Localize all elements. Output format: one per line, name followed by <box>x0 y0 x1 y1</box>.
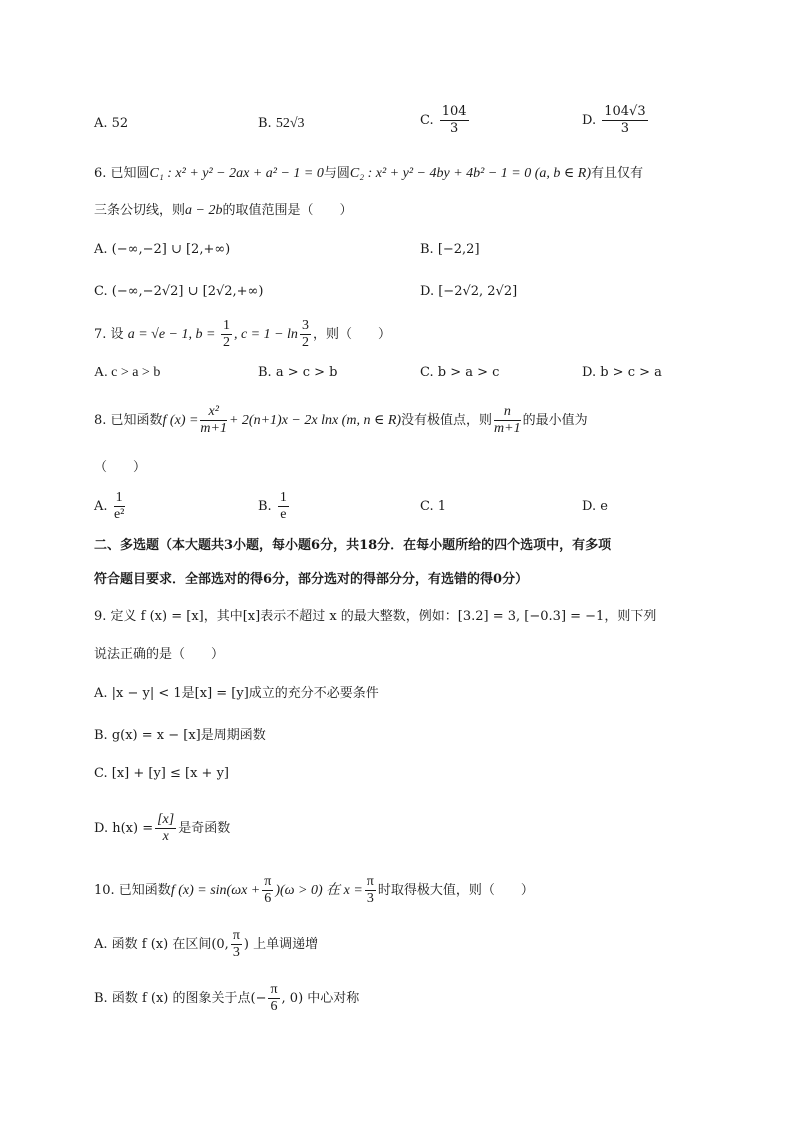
q8-r-num: n <box>494 404 521 421</box>
q10-option-a-suffix: ) 上单调递增 <box>243 937 319 952</box>
q5-option-c-num: 104 <box>441 104 467 119</box>
q5-option-a: A. 52 <box>94 116 129 131</box>
section2-heading-line2: 符合题目要求．全部选对的得6分，部分选对的得部分分，有选错的得0分） <box>94 572 529 587</box>
q6-stem-line2 <box>94 201 352 221</box>
q10-f-den: 6 <box>264 891 272 906</box>
q7-suffix: ，则（ ） <box>312 327 391 342</box>
q9-option-d-den: x <box>162 829 169 844</box>
q6-prefix: 6. 已知圆 <box>94 166 150 181</box>
q8-mid: 没有极值点，则 <box>401 413 493 428</box>
q7-expr-a: a = √e − 1, b = <box>127 327 219 342</box>
q8-option-c: C. 1 <box>420 499 447 514</box>
q8-prefix: 8. 已知函数 <box>94 413 163 428</box>
q7-option-b: B. a > c > b <box>258 365 338 380</box>
q9-option-a: A. |x − y| < 1是[x] = [y]成立的充分不必要条件 <box>94 686 379 701</box>
q8-option-d: D. e <box>582 499 608 514</box>
q10-option-b-suffix: , 0) 中心对称 <box>281 991 360 1006</box>
q10-suffix: 时取得极大值，则（ ） <box>377 883 534 898</box>
q10-option-b-num: π <box>270 982 278 997</box>
q10-option-a-num: π <box>232 928 240 943</box>
q10-prefix: 10. 已知函数 <box>94 883 171 898</box>
q9-option-d <box>94 812 230 845</box>
q6-circle-c1: C₁ : x² + y² − 2ax + a² − 1 = 0 <box>149 166 324 181</box>
q6-option-c: C. (−∞,−2√2] ∪ [2√2,+∞) <box>94 284 264 299</box>
q9-option-d-num: [x] <box>157 812 175 827</box>
q7-b-num: 1 <box>222 318 230 333</box>
q8-option-b-label: B. <box>258 499 272 514</box>
q5-option-b-label: B. <box>258 116 272 131</box>
q10-option-b <box>94 982 359 1015</box>
q9-option-d-suffix: 是奇函数 <box>178 821 231 836</box>
q5-option-c-label: C. <box>420 113 434 128</box>
q5-option-c-den: 3 <box>450 121 459 136</box>
q8-stem <box>94 404 588 437</box>
q10-x-num: π <box>366 874 374 889</box>
q9-stem-line1: 9. 定义 f (x) = [x]，其中[x]表示不超过 x 的最大整数，例如：[3.2] = 3, [−0.3] = −1，则下列 <box>94 609 657 624</box>
q8-suffix: 的最小值为 <box>522 413 588 428</box>
q7-option-d: D. b > c > a <box>582 365 662 380</box>
q6-option-a: A. (−∞,−2] ∪ [2,+∞) <box>94 242 231 257</box>
q7-b-den: 2 <box>222 335 230 350</box>
q10-option-a-prefix: A. 函数 f (x) 在区间(0, <box>94 937 229 952</box>
q6-stem-line1 <box>94 164 643 184</box>
q10-option-a <box>94 928 318 961</box>
q5-option-d-label: D. <box>582 113 597 128</box>
q10-x-den: 3 <box>366 891 374 906</box>
q6-suffix: 有且仅有 <box>590 166 643 181</box>
q8-option-a-den: e² <box>113 507 125 522</box>
q10-f: f (x) = sin(ωx + <box>170 883 261 898</box>
section2-heading-line1: 二、多选题（本大题共3小题，每小题6分，共18分．在每小题所给的四个选项中，有多项 <box>94 538 612 553</box>
q7-c-den: 2 <box>301 335 309 350</box>
q10-stem <box>94 874 534 907</box>
q9-option-c: C. [x] + [y] ≤ [x + y] <box>94 766 230 781</box>
q10-option-a-den: 3 <box>232 945 240 960</box>
q7-c-num: 3 <box>301 318 309 333</box>
q5-option-c <box>420 104 471 137</box>
q10-option-b-prefix: B. 函数 f (x) 的图象关于点(− <box>94 991 267 1006</box>
q8-paren: （ ） <box>94 460 147 475</box>
q7-option-c: C. b > a > c <box>420 365 500 380</box>
q7-stem <box>94 318 391 351</box>
q9-option-b: B. g(x) = x − [x]是周期函数 <box>94 728 266 743</box>
q5-option-b-expr: 52√3 <box>275 116 305 131</box>
q8-option-a-num: 1 <box>115 490 123 505</box>
q8-option-b-den: e <box>280 507 287 522</box>
q8-option-b-num: 1 <box>279 490 287 505</box>
q5-option-d-num: 104√3 <box>604 104 646 119</box>
q7-expr-c: , c = 1 − ln <box>233 327 298 342</box>
q9-option-d-prefix: D. h(x) = <box>94 821 154 836</box>
q10-f-rest: )(ω > 0) 在 x = <box>275 883 363 898</box>
q10-f-num: π <box>264 874 272 889</box>
q8-f-num: x² <box>200 404 227 421</box>
q6-option-b: B. [−2,2] <box>420 242 480 257</box>
q6-line2-suffix: 的取值范围是（ ） <box>222 203 353 218</box>
q8-r-den: m+1 <box>494 421 521 436</box>
q8-option-a <box>94 490 127 523</box>
q5-option-b <box>258 114 305 134</box>
q7-option-a: A. c > a > b <box>94 365 161 380</box>
q7-prefix: 7. 设 <box>94 327 124 342</box>
q8-f-den: m+1 <box>200 421 227 436</box>
q10-option-b-den: 6 <box>270 999 278 1014</box>
q8-option-b <box>258 490 291 523</box>
q9-stem-line2: 说法正确的是（ ） <box>94 647 225 662</box>
q6-option-d: D. [−2√2, 2√2] <box>420 284 518 299</box>
q5-option-d <box>582 104 650 137</box>
q8-f-rest: + 2(n+1)x − 2x lnx (m, n ∈ R) <box>228 413 402 428</box>
q8-option-a-label: A. <box>94 499 108 514</box>
q6-mid: 与圆 <box>323 166 350 181</box>
q5-option-d-den: 3 <box>620 121 630 136</box>
q8-f: f (x) = <box>162 413 199 428</box>
q6-line2-prefix: 三条公切线，则 <box>94 203 186 218</box>
q6-circle-c2: C₂ : x² + y² − 4by + 4b² − 1 = 0 (a, b ∈ R) <box>349 166 591 181</box>
q6-line2-expr: a − 2b <box>185 203 223 218</box>
